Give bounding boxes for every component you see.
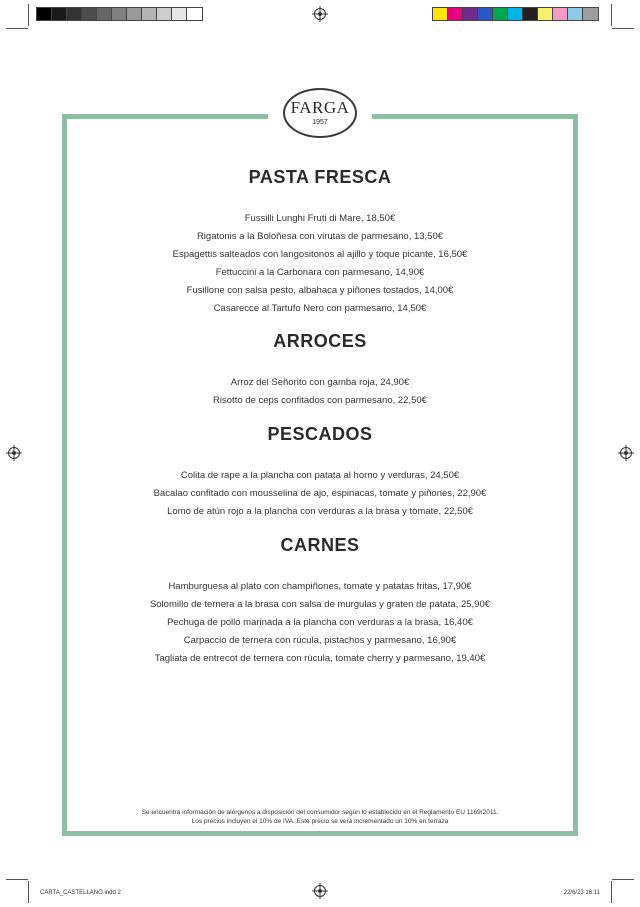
- color-swatch: [67, 8, 82, 20]
- slug-filename: CARTA_CASTELLANO.indd 2: [40, 890, 121, 896]
- color-swatch: [187, 8, 202, 20]
- logo: [283, 88, 357, 138]
- dish-list: [67, 374, 573, 410]
- dish-item: Risotto de ceps confitados con parmesano, 22,50€: [213, 395, 427, 406]
- logo-year: 1957: [312, 119, 328, 126]
- allergen-footer: [67, 808, 573, 826]
- crop-mark: [611, 4, 612, 26]
- registration-mark-icon: [620, 447, 632, 459]
- color-swatch: [508, 8, 523, 20]
- color-swatch: [523, 8, 538, 20]
- color-swatch: [463, 8, 478, 20]
- section-title: CARNES: [280, 535, 360, 555]
- crop-mark: [612, 879, 634, 880]
- dish-item: Fussilli Lunghi Fruti di Mare, 18,50€: [244, 213, 396, 224]
- footer-line: Los precios incluyen el 10% de IVA. Este precio se verá incrementado un 10% en terraza: [191, 818, 449, 825]
- crop-mark: [28, 4, 29, 26]
- color-swatch: [157, 8, 172, 20]
- color-swatch: [583, 8, 598, 20]
- color-swatch: [127, 8, 142, 20]
- logo-brand: FARGA: [290, 98, 350, 117]
- color-swatch: [82, 8, 97, 20]
- color-swatch: [52, 8, 67, 20]
- color-swatch: [433, 8, 448, 20]
- color-swatch: [553, 8, 568, 20]
- footer-line: Se encuentra información de alérgenos a disposición del consumidor según lo establecido en el Reglamento EU 1169/2011.: [141, 809, 499, 816]
- dish-item: Carpaccio de ternera con rúcula, pistachos y parmesano, 16,90€: [183, 635, 457, 646]
- color-swatch: [568, 8, 583, 20]
- dish-item: Fusillone con salsa pesto, albahaca y piñones tostados, 14,00€: [186, 285, 454, 296]
- crop-mark: [28, 881, 29, 903]
- dish-item: Bacalao confitado con mousselina de ajo, espinacas, tomate y piñones, 22,90€: [153, 488, 487, 499]
- section-title: PASTA FRESCA: [248, 167, 392, 187]
- dish-item: Solomillo de ternera a la brasa con salsa de murgulas y graten de patata, 25,90€: [149, 599, 491, 610]
- section-title: ARROCES: [273, 331, 367, 351]
- crop-mark: [6, 28, 28, 29]
- dish-item: Lomo de atún rojo a la plancha con verduras a la brasa y tomate, 22,50€: [167, 506, 473, 517]
- color-swatch: [448, 8, 463, 20]
- dish-list: [67, 578, 573, 668]
- color-swatch: [172, 8, 187, 20]
- dish-item: Tagliata de entrecot de ternera con rúcula, tomate cherry y parmesano, 19,40€: [154, 653, 486, 664]
- registration-mark-icon: [314, 885, 326, 897]
- dish-item: Pechuga de pollo marinada a la plancha con verduras a la brasa, 16,40€: [167, 617, 473, 628]
- dish-item: Casarecce al Tartufo Nero con parmesano, 14,50€: [213, 303, 427, 314]
- color-swatch: [493, 8, 508, 20]
- dish-item: Fettuccini a la Carbonara con parmesano, 14,90€: [215, 267, 425, 278]
- color-swatch: [97, 8, 112, 20]
- crop-mark: [612, 28, 634, 29]
- dish-item: Arroz del Señorito con gamba roja, 24,90€: [230, 377, 410, 388]
- color-swatch: [142, 8, 157, 20]
- crop-mark: [611, 881, 612, 903]
- section-arroces: [67, 331, 573, 410]
- crop-mark: [6, 879, 28, 880]
- color-swatch: [37, 8, 52, 20]
- registration-mark-icon: [8, 447, 20, 459]
- color-swatch: [112, 8, 127, 20]
- section-pasta-fresca: [67, 167, 573, 318]
- dish-item: Espagettis salteados con langositonos al ajillo y toque picante, 16,50€: [172, 249, 468, 260]
- registration-mark-icon: [314, 8, 326, 20]
- color-swatch: [538, 8, 553, 20]
- dish-list: [67, 210, 573, 318]
- dish-item: Colita de rape a la plancha con patata al horno y verduras, 24,50€: [180, 470, 460, 481]
- gray-color-strip: [36, 7, 203, 21]
- process-color-strip: [432, 7, 599, 21]
- dish-item: Rigatonis a la Boloñesa con virutas de parmesano, 13,50€: [196, 231, 444, 242]
- section-title: PESCADOS: [267, 424, 373, 444]
- dish-item: Hamburguesa al plato con champiñones, tomate y patatas fritas, 17,90€: [168, 581, 472, 592]
- section-carnes: [67, 535, 573, 668]
- color-swatch: [478, 8, 493, 20]
- section-pescados: [67, 424, 573, 521]
- dish-list: [67, 467, 573, 521]
- slug-date: 22/6/23 16:11: [563, 890, 600, 896]
